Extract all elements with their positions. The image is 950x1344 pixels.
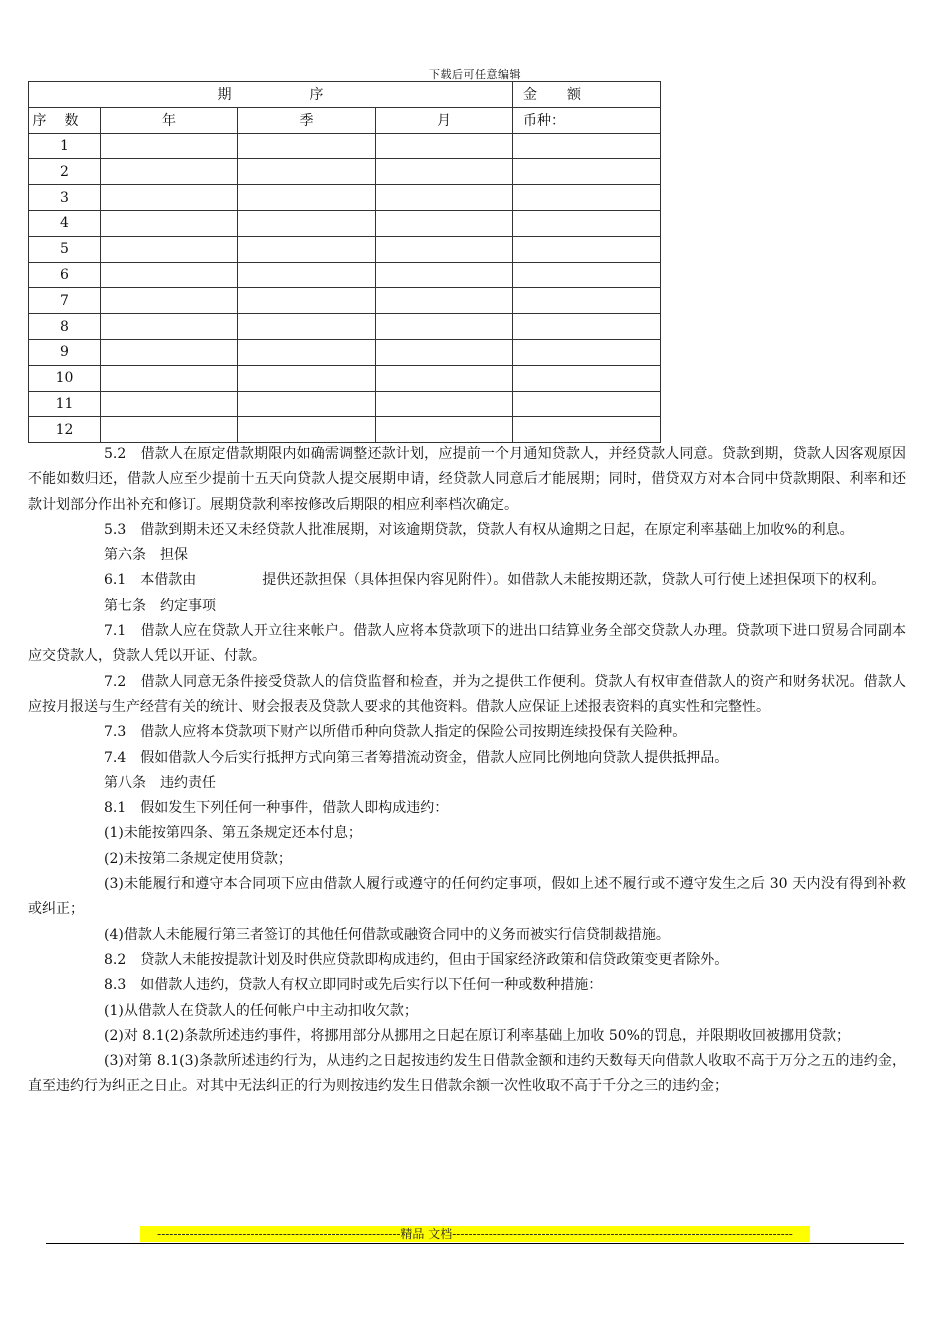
clause-6-1-start: 6.1 本借款由	[104, 572, 197, 589]
table-group-header-row	[29, 82, 661, 108]
table-row	[29, 185, 661, 211]
row-seq: 5	[29, 236, 101, 262]
cell-amount	[513, 288, 661, 314]
clause-8-3-item-3: (3)对第 8.1(3)条款所述违约行为，从违约之日起按违约发生日借款金额和违约天数每天向借款人收取不高于万分之五的违约金，直至违约行为纠正之日止。对其中无法纠正的行为则按违约发生日借款余额一次性收取不高于千分之三的违约金；	[28, 1053, 906, 1095]
clause-8-1-item-1: (1)未能按第四条、第五条规定还本付息；	[104, 825, 362, 842]
cell-amount	[513, 262, 661, 288]
cell-year	[101, 236, 238, 262]
table-row	[29, 417, 661, 443]
clause-8-1: 8.1 假如发生下列任何一种事件，借款人即构成违约：	[104, 800, 449, 817]
cell-month	[376, 210, 513, 236]
table-row	[29, 365, 661, 391]
cell-quarter	[238, 391, 376, 417]
header-note: 下载后可任意编辑	[429, 68, 521, 81]
clause-7-1: 7.1 借款人应在贷款人开立往来帐户。借款人应将本贷款项下的进出口结算业务全部交贷款人办理。贷款项下进口贸易合同副本应交贷款人，贷款人凭以开证、付款。	[28, 623, 906, 665]
cell-quarter	[238, 314, 376, 340]
cell-quarter	[238, 365, 376, 391]
clause-7-3: 7.3 借款人应将本贷款项下财产以所借币种向贷款人指定的保险公司按期连续投保有关险种。	[104, 724, 687, 741]
row-seq: 3	[29, 185, 101, 211]
clause-8-3-item-2: (2)对 8.1(2)条款所述违约事件，将挪用部分从挪用之日起在原订利率基础上加收 50%的罚息，并限期收回被挪用贷款；	[104, 1027, 850, 1044]
cell-quarter	[238, 210, 376, 236]
cell-month	[376, 159, 513, 185]
clause-8-1-item-2: (2)未按第二条规定使用贷款；	[104, 850, 292, 867]
cell-amount	[513, 391, 661, 417]
cell-month	[376, 288, 513, 314]
footer-banner: ------------------------------------------------------------精品 文档------------------------------------------------------------------------------------	[140, 1226, 810, 1242]
clause-7-2: 7.2 借款人同意无条件接受贷款人的信贷监督和检查，并为之提供工作便利。贷款人有权审查借款人的资产和财务状况。借款人应按月报送与生产经营有关的统计、财会报表及贷款人要求的其他资料。借款人应保证上述报表资料的真实性和完整性。	[28, 673, 906, 715]
cell-amount	[513, 236, 661, 262]
cell-quarter	[238, 288, 376, 314]
cell-year	[101, 159, 238, 185]
clause-8-3-item-1: (1)从借款人在贷款人的任何帐户中主动扣收欠款；	[104, 1002, 418, 1019]
table-row	[29, 210, 661, 236]
cell-year	[101, 339, 238, 365]
cell-year	[101, 391, 238, 417]
clause-8-1-item-3: (3)未能履行和遵守本合同项下应由借款人履行或遵守的任何约定事项，假如上述不履行或不遵守发生之后 30 天内没有得到补救或纠正；	[28, 876, 906, 918]
cell-quarter	[238, 133, 376, 159]
cell-year	[101, 210, 238, 236]
table-row	[29, 339, 661, 365]
clause-5-2: 5.2 借款人在原定借款期限内如确需调整还款计划，应提前一个月通知贷款人，并经贷款人同意。贷款到期，贷款人因客观原因不能如数归还，借款人应至少提前十五天向贷款人提交展期申请，经贷款人同意后才能展期；同时，借贷双方对本合同中贷款期限、利率和还款计划部分作出补充和修订。展期贷款利率按修改后期限的相应利率档次确定。	[28, 446, 906, 513]
clause-7-4: 7.4 假如借款人今后实行抵押方式向第三者筹措流动资金，借款人应同比例地向贷款人提供抵押品。	[104, 749, 729, 766]
cell-year	[101, 417, 238, 443]
cell-month	[376, 417, 513, 443]
table-row	[29, 314, 661, 340]
footer-divider	[46, 1243, 904, 1244]
cell-amount	[513, 314, 661, 340]
cell-amount	[513, 159, 661, 185]
cell-amount	[513, 339, 661, 365]
cell-month	[376, 236, 513, 262]
row-seq: 12	[29, 417, 101, 443]
cell-quarter	[238, 236, 376, 262]
row-seq: 4	[29, 210, 101, 236]
cell-month	[376, 339, 513, 365]
cell-amount	[513, 133, 661, 159]
row-seq: 9	[29, 339, 101, 365]
col-header-quarter: 季	[238, 107, 376, 133]
col-header-month: 月	[376, 107, 513, 133]
article-7-heading: 第七条 约定事项	[104, 597, 216, 614]
clause-6-1	[28, 568, 906, 593]
table-column-header-row	[29, 107, 661, 133]
clause-8-2: 8.2 贷款人未能按提款计划及时供应贷款即构成违约，但由于国家经济政策和信贷政策变更者除外。	[104, 951, 729, 968]
cell-year	[101, 314, 238, 340]
row-seq: 7	[29, 288, 101, 314]
cell-quarter	[238, 159, 376, 185]
row-seq: 8	[29, 314, 101, 340]
table-row	[29, 262, 661, 288]
cell-quarter	[238, 339, 376, 365]
cell-year	[101, 185, 238, 211]
cell-month	[376, 262, 513, 288]
cell-month	[376, 314, 513, 340]
cell-year	[101, 365, 238, 391]
row-seq: 10	[29, 365, 101, 391]
row-seq: 2	[29, 159, 101, 185]
row-seq: 1	[29, 133, 101, 159]
col-header-seq: 序数	[29, 107, 101, 133]
cell-amount	[513, 417, 661, 443]
row-seq: 6	[29, 262, 101, 288]
cell-quarter	[238, 185, 376, 211]
clause-5-3: 5.3 借款到期未还又未经贷款人批准展期，对该逾期贷款，贷款人有权从逾期之日起，在原定利率基础上加收%的利息。	[104, 521, 854, 538]
cell-amount	[513, 185, 661, 211]
period-group-header: 期序	[29, 82, 513, 108]
article-6-heading: 第六条 担保	[104, 547, 188, 564]
clause-8-1-item-4: (4)借款人未能履行第三者签订的其他任何借款或融资合同中的义务而被实行信贷制裁措施。	[104, 926, 670, 943]
cell-month	[376, 365, 513, 391]
table-row	[29, 159, 661, 185]
clause-6-1-end: 提供还款担保（具体担保内容见附件）。如借款人未能按期还款，贷款人可行使上述担保项下的权利。	[262, 572, 886, 589]
col-header-currency: 币种：	[513, 107, 661, 133]
table-row	[29, 133, 661, 159]
cell-quarter	[238, 417, 376, 443]
cell-month	[376, 391, 513, 417]
repayment-schedule-table	[28, 81, 661, 443]
cell-month	[376, 133, 513, 159]
table-row	[29, 391, 661, 417]
table-row	[29, 236, 661, 262]
cell-amount	[513, 365, 661, 391]
cell-month	[376, 185, 513, 211]
cell-year	[101, 133, 238, 159]
amount-group-header: 金额	[513, 82, 661, 108]
cell-amount	[513, 210, 661, 236]
cell-quarter	[238, 262, 376, 288]
article-8-heading: 第八条 违约责任	[104, 774, 216, 791]
contract-body	[28, 442, 906, 1100]
row-seq: 11	[29, 391, 101, 417]
cell-year	[101, 288, 238, 314]
col-header-year: 年	[101, 107, 238, 133]
table-row	[29, 288, 661, 314]
clause-8-3: 8.3 如借款人违约，贷款人有权立即同时或先后实行以下任何一种或数种措施：	[104, 977, 603, 994]
cell-year	[101, 262, 238, 288]
